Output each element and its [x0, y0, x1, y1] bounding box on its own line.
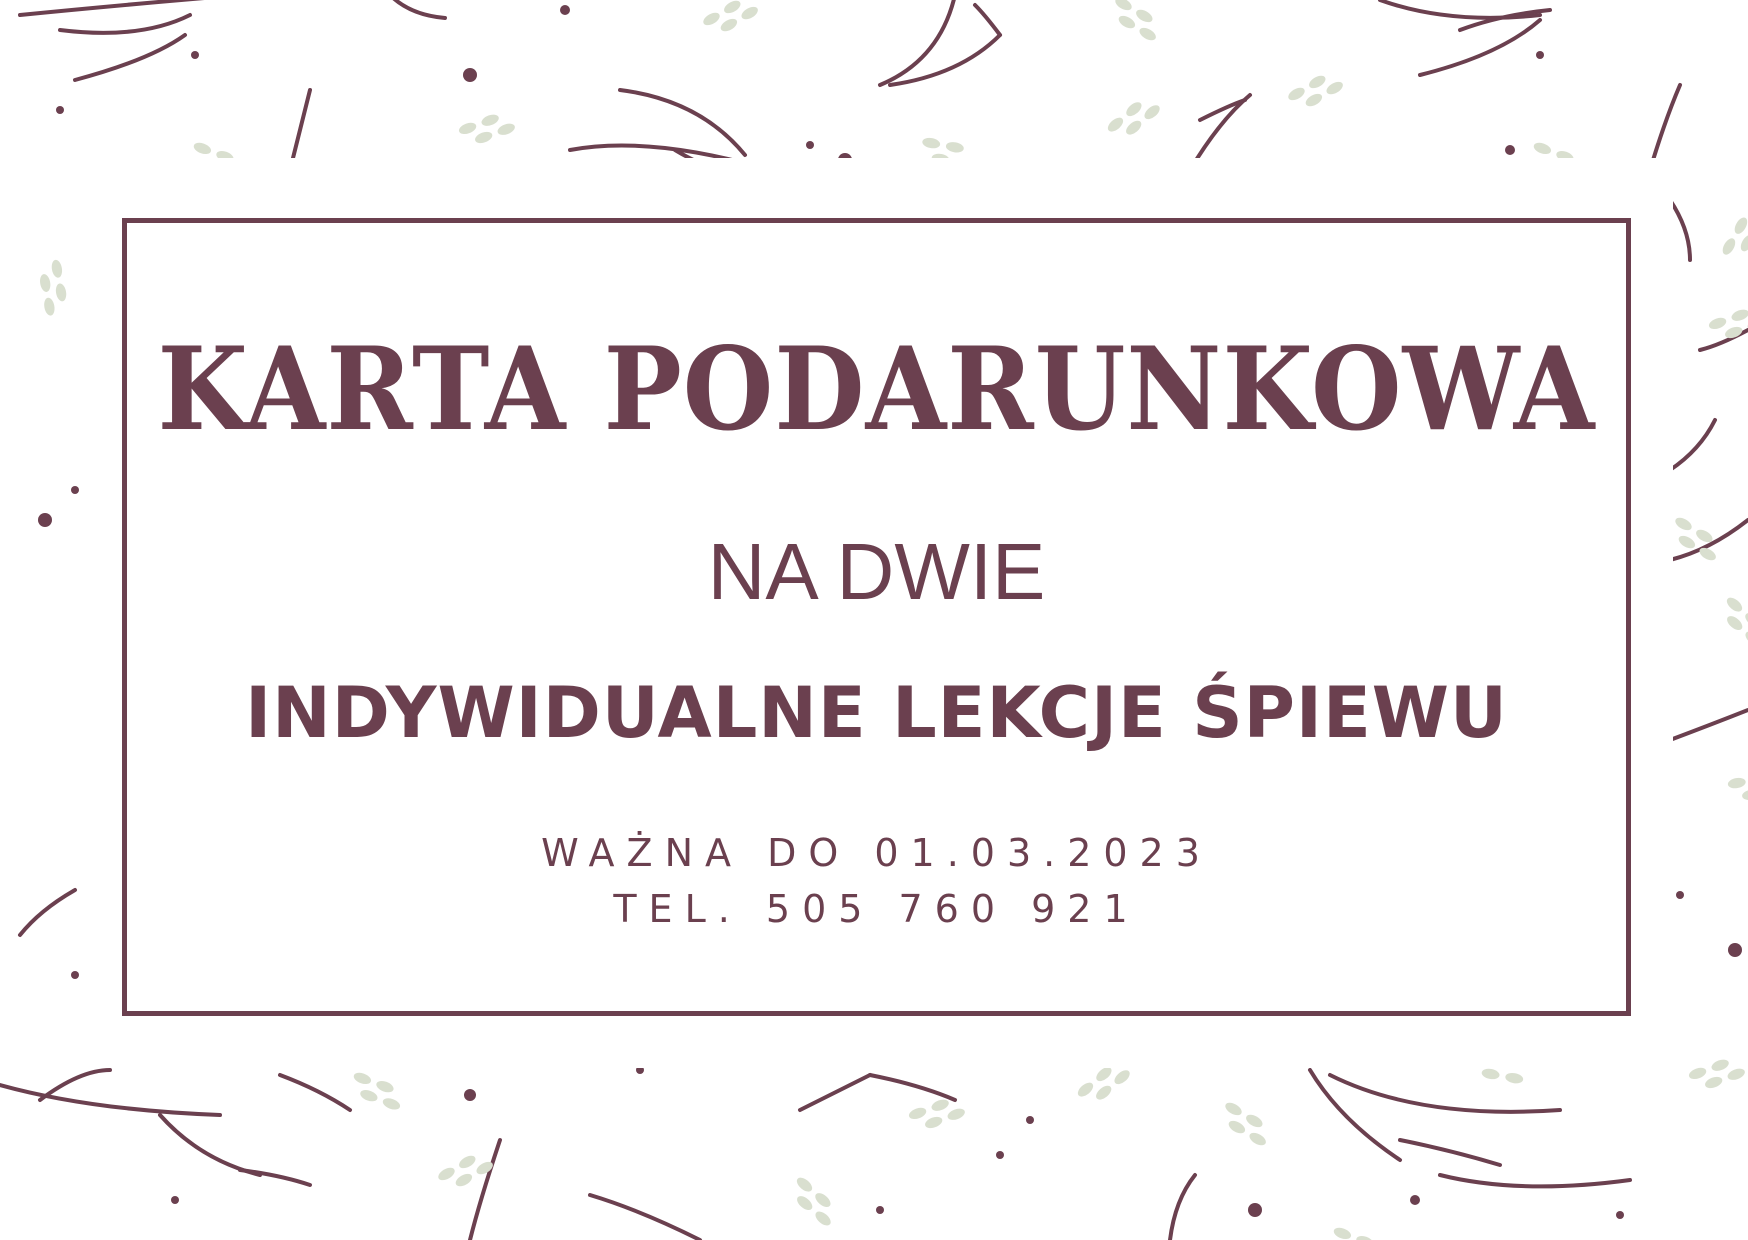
card-validity: WAŻNA DO 01.03.2023: [541, 831, 1212, 875]
card-phone: TEL. 505 760 921: [613, 887, 1140, 931]
card-title: KARTA PODARUNKOWA: [157, 321, 1596, 457]
card-service: INDYWIDUALNE LEKCJE ŚPIEWU: [245, 672, 1508, 754]
card-subtitle: NA DWIE: [707, 527, 1046, 616]
